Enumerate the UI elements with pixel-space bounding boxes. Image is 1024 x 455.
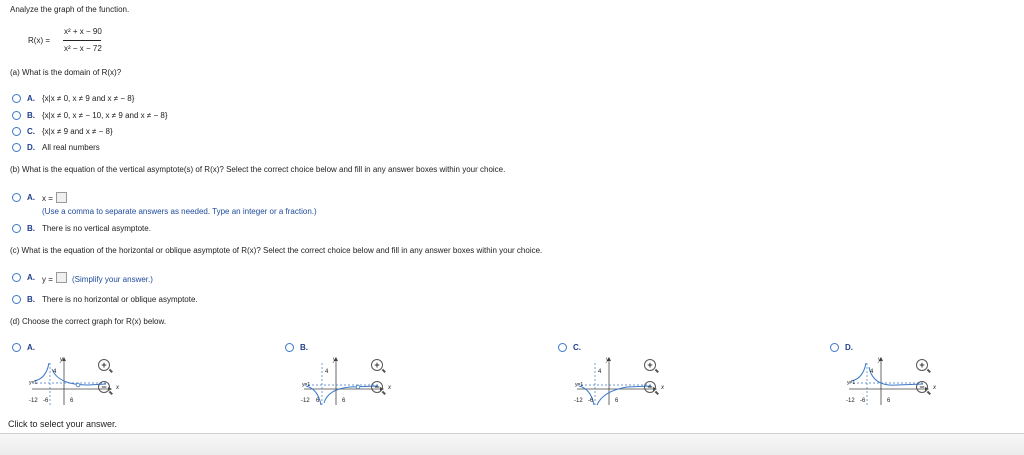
zoom-in-icon[interactable]: + xyxy=(916,359,928,371)
axis-x-label: x xyxy=(116,385,119,391)
axis-x-label: x xyxy=(661,385,664,391)
x-tick: -12 xyxy=(301,398,310,404)
asymptote-label: y=1 xyxy=(302,382,311,388)
zoom-in-icon[interactable]: + xyxy=(371,359,383,371)
radio-b-option-a[interactable] xyxy=(12,193,21,202)
question-a: (a) What is the domain of R(x)? xyxy=(10,68,122,77)
y-tick: 4 xyxy=(870,369,874,375)
asymptote-label: y=1 xyxy=(847,380,856,386)
asymptote-label: y=1 xyxy=(29,380,38,386)
axis-y-label: y xyxy=(606,357,609,363)
y-tick: 4 xyxy=(598,369,602,375)
option-letter: C. xyxy=(27,127,35,136)
radio-a-option-b[interactable] xyxy=(12,111,21,120)
option-letter: A. xyxy=(27,343,35,352)
x-tick: -6 xyxy=(860,398,866,404)
x-tick: -12 xyxy=(846,398,855,404)
answer-hint: (Simplify your answer.) xyxy=(72,275,153,284)
y-tick: 4 xyxy=(325,369,329,375)
option-letter: A. xyxy=(27,273,35,282)
option-letter: B. xyxy=(300,343,308,352)
radio-c-option-a[interactable] xyxy=(12,273,21,282)
option-letter: A. xyxy=(27,193,35,202)
x-tick: -6 xyxy=(43,398,49,404)
zoom-out-icon[interactable]: − xyxy=(98,381,110,393)
zoom-out-icon[interactable]: − xyxy=(916,381,928,393)
radio-d-option-c[interactable] xyxy=(558,343,567,352)
x-tick: 6 xyxy=(342,398,346,404)
vertical-asymptote-input[interactable] xyxy=(56,192,67,203)
x-tick: -12 xyxy=(574,398,583,404)
radio-a-option-a[interactable] xyxy=(12,94,21,103)
fraction-bar xyxy=(63,40,101,41)
option-text[interactable]: {x|x ≠ 0, x ≠ 9 and x ≠ − 8} xyxy=(42,94,135,103)
radio-d-option-b[interactable] xyxy=(285,343,294,352)
radio-b-option-b[interactable] xyxy=(12,224,21,233)
radio-d-option-a[interactable] xyxy=(12,343,21,352)
x-tick: 6 xyxy=(615,398,619,404)
option-text[interactable]: There is no horizontal or oblique asymptote. xyxy=(42,295,198,304)
radio-d-option-d[interactable] xyxy=(830,343,839,352)
asymptote-label: y=1 xyxy=(575,382,584,388)
question-b: (b) What is the equation of the vertical asymptote(s) of R(x)? Select the correct choice below and fill in any answer boxes within your choice. xyxy=(10,165,506,174)
y-tick: 4 xyxy=(53,369,57,375)
function-denominator: x² − x − 72 xyxy=(64,44,102,53)
zoom-in-icon[interactable]: + xyxy=(98,359,110,371)
axis-y-label: y xyxy=(333,357,336,363)
x-tick: -6 xyxy=(588,398,594,404)
option-letter: B. xyxy=(27,295,35,304)
footer-bar xyxy=(0,433,1024,455)
zoom-out-icon[interactable]: − xyxy=(371,381,383,393)
axis-x-label: x xyxy=(388,385,391,391)
x-tick: 6 xyxy=(70,398,74,404)
zoom-out-icon[interactable]: − xyxy=(644,381,656,393)
radio-a-option-d[interactable] xyxy=(12,143,21,152)
radio-a-option-c[interactable] xyxy=(12,127,21,136)
option-letter: B. xyxy=(27,224,35,233)
option-letter: D. xyxy=(27,143,35,152)
option-letter: A. xyxy=(27,94,35,103)
axis-y-label: y xyxy=(60,357,63,363)
option-letter: D. xyxy=(845,343,853,352)
option-text[interactable]: {x|x ≠ 0, x ≠ − 10, x ≠ 9 and x ≠ − 8} xyxy=(42,111,168,120)
option-text[interactable]: {x|x ≠ 9 and x ≠ − 8} xyxy=(42,127,113,136)
answer-hint: (Use a comma to separate answers as needed. Type an integer or a fraction.) xyxy=(42,207,317,216)
status-text: Click to select your answer. xyxy=(8,419,118,429)
answer-prefix: x = xyxy=(42,194,53,203)
radio-c-option-b[interactable] xyxy=(12,295,21,304)
option-text[interactable]: There is no vertical asymptote. xyxy=(42,224,151,233)
answer-prefix: y = xyxy=(42,275,53,284)
x-tick: 6 xyxy=(887,398,891,404)
x-tick: -12 xyxy=(29,398,38,404)
option-letter: B. xyxy=(27,111,35,120)
instruction-text: Analyze the graph of the function. xyxy=(10,5,130,14)
question-c: (c) What is the equation of the horizontal or oblique asymptote of R(x)? Select the correct choice below and fill in any answer boxes within your choice. xyxy=(10,246,543,255)
horizontal-asymptote-input[interactable] xyxy=(56,272,67,283)
function-label: R(x) = xyxy=(28,36,50,45)
function-numerator: x² + x − 90 xyxy=(64,27,102,36)
x-tick: 6 xyxy=(316,398,320,404)
question-d: (d) Choose the correct graph for R(x) below. xyxy=(10,317,167,326)
axis-x-label: x xyxy=(933,385,936,391)
option-text[interactable]: All real numbers xyxy=(42,143,100,152)
zoom-in-icon[interactable]: + xyxy=(644,359,656,371)
axis-y-label: y xyxy=(878,357,881,363)
option-letter: C. xyxy=(573,343,581,352)
